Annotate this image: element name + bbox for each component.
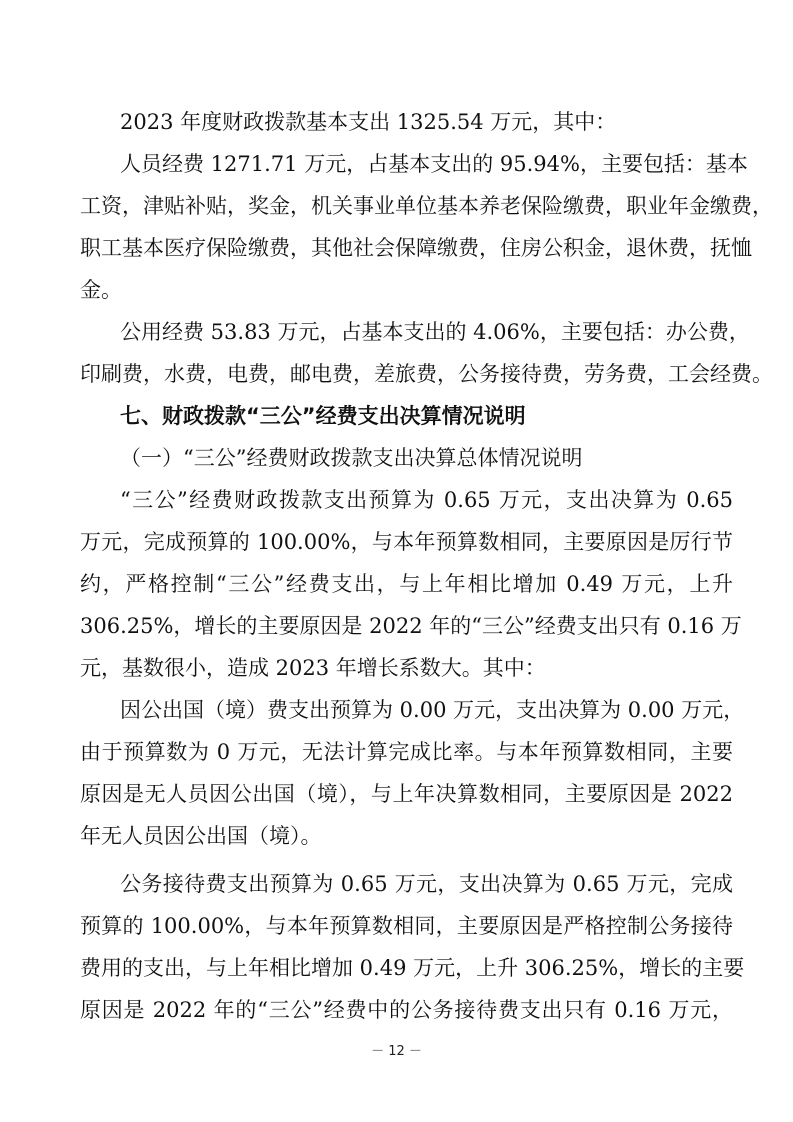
paragraph-line: 原因是 2022 年的“三公”经费中的公务接待费支出只有 0.16 万元，	[80, 998, 733, 1022]
paragraph-line: 公用经费 53.83 万元，占基本支出的 4.06%，主要包括：办公费，	[120, 320, 750, 344]
paragraph-line: 职工基本医疗保险缴费，其他社会保障缴费，住房公积金，退休费，抚恤	[80, 236, 752, 260]
page-number: － 12 －	[371, 1044, 422, 1059]
section-heading: 七、财政拨款“三公”经费支出决算情况说明	[120, 404, 526, 428]
paragraph-line: 印刷费，水费，电费，邮电费，差旅费，公务接待费，劳务费，工会经费。	[80, 362, 773, 386]
paragraph-line: 306.25%，增长的主要原因是 2022 年的“三公”经费支出只有 0.16 万	[80, 614, 742, 638]
paragraph-line: 预算的 100.00%，与本年预算数相同，主要原因是严格控制公务接待	[80, 914, 733, 938]
paragraph-line: 工资，津贴补贴，奖金，机关事业单位基本养老保险缴费，职业年金缴费，	[80, 194, 773, 218]
paragraph-line: 元，基数很小，造成 2023 年增长系数大。其中：	[80, 656, 546, 680]
subsection-heading: （一）“三公”经费财政拨款支出决算总体情况说明	[120, 446, 583, 470]
paragraph-line: 费用的支出，与上年相比增加 0.49 万元，上升 306.25%，增长的主要	[80, 956, 745, 980]
paragraph-line: 由于预算数为 0 万元，无法计算完成比率。与本年预算数相同，主要	[80, 740, 733, 764]
paragraph-line: 年无人员因公出国（境）。	[80, 824, 322, 848]
paragraph-line: “三公”经费财政拨款支出预算为 0.65 万元，支出决算为 0.65	[120, 488, 733, 512]
paragraph-line: 原因是无人员因公出国（境），与上年决算数相同，主要原因是 2022	[80, 782, 733, 806]
paragraph-line: 公务接待费支出预算为 0.65 万元，支出决算为 0.65 万元，完成	[120, 872, 733, 896]
paragraph-line: 因公出国（境）费支出预算为 0.00 万元，支出决算为 0.00 万元，	[120, 698, 745, 722]
paragraph-line: 2023 年度财政拨款基本支出 1325.54 万元，其中：	[120, 110, 617, 134]
paragraph-line: 万元，完成预算的 100.00%，与本年预算数相同，主要原因是厉行节	[80, 530, 733, 554]
paragraph-line: 人员经费 1271.71 万元，占基本支出的 95.94%，主要包括：基本	[120, 152, 748, 176]
paragraph-line: 约，严格控制“三公”经费支出，与上年相比增加 0.49 万元，上升	[80, 572, 733, 596]
paragraph-line: 金。	[80, 278, 122, 302]
